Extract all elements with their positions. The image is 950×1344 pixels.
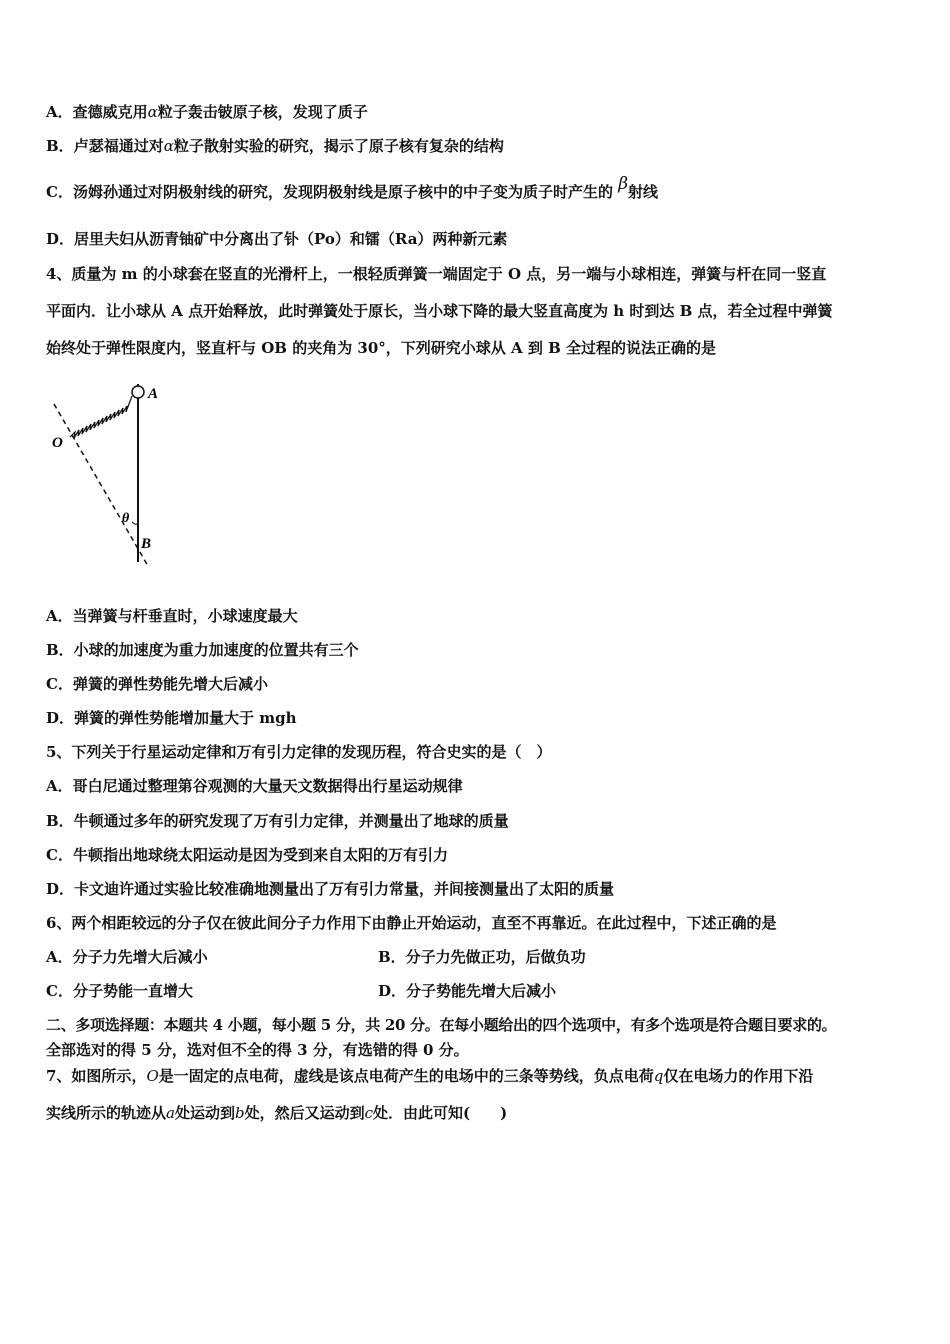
q6-stem: 6、两个相距较远的分子仅在彼此间分子力作用下由静止开始运动，直至不再靠近。在此过程中，下述正确的是 xyxy=(46,914,777,932)
q5-option-b: B．牛顿通过多年的研究发现了万有引力定律，并测量出了地球的质量 xyxy=(46,812,509,830)
q6-option-c: C．分子势能一直增大 xyxy=(46,982,193,1000)
q7-stem-line1: 7、如图所示，O是一固定的点电荷，虚线是该点电荷产生的电场中的三条等势线，负点电荷q仅在电场力的作用下沿 xyxy=(46,1067,814,1085)
q4-option-d: D．弹簧的弹性势能增加量大于 mgh xyxy=(46,709,297,727)
q4-stem-line2: 平面内．让小球从 A 点开始释放，此时弹簧处于原长，当小球下降的最大竖直高度为 h 时到达 B 点，若全过程中弹簧 xyxy=(46,302,833,320)
q5-stem: 5、下列关于行星运动定律和万有引力定律的发现历程，符合史实的是（ ） xyxy=(46,743,552,761)
q3-option-c: C．汤姆孙通过对阴极射线的研究，发现阴极射线是原子核中的中子变为质子时产生的 β射线 xyxy=(46,174,659,201)
section2-heading-line1: 二、多项选择题：本题共 4 小题，每小题 5 分，共 20 分。在每小题给出的四个选项中，有多个选项是符合题目要求的。 xyxy=(46,1016,837,1034)
q5-option-c: C．牛顿指出地球绕太阳运动是因为受到来自太阳的万有引力 xyxy=(46,846,448,864)
q6-option-b: B．分子力先做正功，后做负功 xyxy=(378,948,586,966)
q3-option-a: A．查德威克用α粒子轰击铍原子核，发现了质子 xyxy=(46,103,368,121)
q3-option-d: D．居里夫妇从沥青铀矿中分离出了钋（Po）和镭（Ra）两种新元素 xyxy=(46,230,508,248)
label-theta: θ xyxy=(122,511,130,526)
q4-option-c: C．弹簧的弹性势能先增大后减小 xyxy=(46,675,268,693)
q3-option-b: B．卢瑟福通过对α粒子散射实验的研究，揭示了原子核有复杂的结构 xyxy=(46,137,504,155)
section2-heading-line2: 全部选对的得 5 分，选对但不全的得 3 分，有选错的得 0 分。 xyxy=(46,1041,469,1059)
q7-stem-line2: 实线所示的轨迹从a处运动到b处，然后又运动到c处．由此可知( ) xyxy=(46,1104,508,1122)
label-o: O xyxy=(52,435,63,451)
q6-option-a: A．分子力先增大后减小 xyxy=(46,948,208,966)
q5-option-a: A．哥白尼通过整理第谷观测的大量天文数据得出行星运动规律 xyxy=(46,777,463,795)
ball-a xyxy=(132,386,144,398)
q6-option-d: D．分子势能先增大后减小 xyxy=(378,982,557,1000)
q4-option-a: A．当弹簧与杆垂直时，小球速度最大 xyxy=(46,607,298,625)
q4-stem-line1: 4、质量为 m 的小球套在竖直的光滑杆上，一根轻质弹簧一端固定于 O 点，另一端与小球相连，弹簧与杆在同一竖直 xyxy=(46,265,827,283)
q4-stem-line3: 始终处于弹性限度内，竖直杆与 OB 的夹角为 30°，下列研究小球从 A 到 B 全过程的说法正确的是 xyxy=(46,339,716,357)
label-a: A xyxy=(148,386,159,402)
q4-option-b: B．小球的加速度为重力加速度的位置共有三个 xyxy=(46,641,359,659)
q4-figure xyxy=(48,372,168,572)
dashed-line-ob xyxy=(54,404,148,566)
label-b: B xyxy=(141,536,152,552)
q5-option-d: D．卡文迪许通过实验比较准确地测量出了万有引力常量，并间接测量出了太阳的质量 xyxy=(46,880,615,898)
spring xyxy=(70,396,132,438)
